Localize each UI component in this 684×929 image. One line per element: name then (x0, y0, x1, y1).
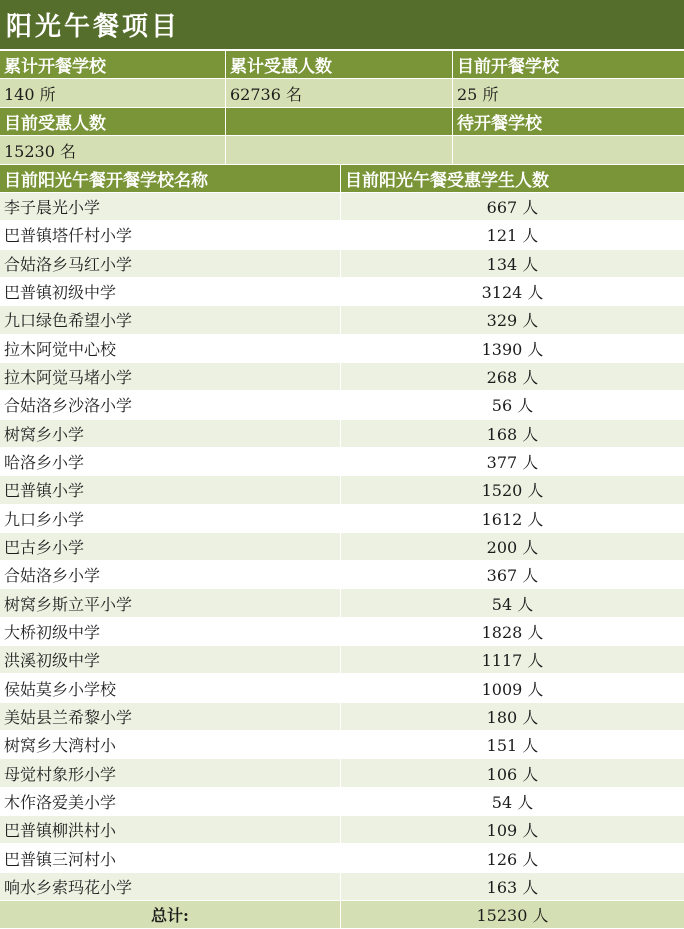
table-row (0, 363, 684, 391)
table-row (0, 448, 684, 476)
student-count-cell: 1009 人 (341, 674, 684, 702)
school-name-cell: 树窝乡小学 (0, 420, 341, 448)
current-schools-header: 目前开餐学校 (453, 51, 684, 79)
student-count-cell: 1117 人 (341, 646, 684, 674)
school-name-cell: 木作洛爱美小学 (0, 788, 341, 816)
cumulative-beneficiaries-header: 累计受惠人数 (226, 51, 453, 79)
student-count-cell: 109 人 (341, 816, 684, 844)
summary-header-row-1 (0, 51, 684, 79)
school-name-cell: 树窝乡大湾村小 (0, 731, 341, 759)
table-row (0, 873, 684, 901)
table-row (0, 193, 684, 221)
student-count-cell: 1828 人 (341, 618, 684, 646)
school-name-cell: 母觉村象形小学 (0, 759, 341, 787)
empty-header-cell (226, 108, 453, 136)
student-count-cell: 1390 人 (341, 335, 684, 363)
student-count-cell: 377 人 (341, 448, 684, 476)
cumulative-schools-header: 累计开餐学校 (0, 51, 226, 79)
table-row (0, 844, 684, 872)
student-count-cell: 168 人 (341, 420, 684, 448)
table-row (0, 335, 684, 363)
table-row (0, 731, 684, 759)
student-count-cell: 163 人 (341, 873, 684, 901)
school-name-cell: 巴普镇三河村小 (0, 844, 341, 872)
school-name-cell: 树窝乡斯立平小学 (0, 589, 341, 617)
school-name-cell: 九口绿色希望小学 (0, 306, 341, 334)
student-count-cell: 3124 人 (341, 278, 684, 306)
table-row (0, 476, 684, 504)
table-row (0, 391, 684, 419)
school-name-cell: 响水乡索玛花小学 (0, 873, 341, 901)
table-row (0, 703, 684, 731)
student-count-cell: 1612 人 (341, 505, 684, 533)
table-row (0, 221, 684, 249)
student-count-cell: 106 人 (341, 759, 684, 787)
school-name-cell: 哈洛乡小学 (0, 448, 341, 476)
total-value: 15230 人 (341, 901, 684, 929)
student-count-column-header: 目前阳光午餐受惠学生人数 (341, 165, 684, 193)
table-row (0, 278, 684, 306)
table-row (0, 589, 684, 617)
student-count-cell: 1520 人 (341, 476, 684, 504)
table-row (0, 788, 684, 816)
current-beneficiaries-header: 目前受惠人数 (0, 108, 226, 136)
summary-value-row-2 (0, 136, 684, 165)
school-name-cell: 巴普镇柳洪村小 (0, 816, 341, 844)
student-count-cell: 329 人 (341, 306, 684, 334)
student-count-cell: 200 人 (341, 533, 684, 561)
table-row (0, 561, 684, 589)
sheet-title: 阳光午餐项目 (0, 0, 684, 51)
school-name-column-header: 目前阳光午餐开餐学校名称 (0, 165, 341, 193)
table-row (0, 618, 684, 646)
student-count-cell: 121 人 (341, 221, 684, 249)
table-row (0, 420, 684, 448)
total-label: 总计: (0, 901, 341, 929)
school-name-cell: 合姑洛乡沙洛小学 (0, 391, 341, 419)
school-name-cell: 拉木阿觉马堵小学 (0, 363, 341, 391)
school-name-cell: 巴普镇初级中学 (0, 278, 341, 306)
school-name-cell: 拉木阿觉中心校 (0, 335, 341, 363)
school-name-cell: 九口乡小学 (0, 505, 341, 533)
cumulative-beneficiaries-value: 62736 名 (226, 79, 453, 108)
student-count-cell: 151 人 (341, 731, 684, 759)
student-count-cell: 667 人 (341, 193, 684, 221)
school-name-cell: 美姑县兰希黎小学 (0, 703, 341, 731)
school-name-cell: 洪溪初级中学 (0, 646, 341, 674)
school-name-cell: 巴普镇塔仟村小学 (0, 221, 341, 249)
cumulative-schools-value: 140 所 (0, 79, 226, 108)
current-beneficiaries-value: 15230 名 (0, 136, 226, 165)
student-count-cell: 367 人 (341, 561, 684, 589)
empty-value-cell (226, 136, 453, 165)
summary-header-row-2 (0, 108, 684, 136)
table-row (0, 250, 684, 278)
table-row (0, 646, 684, 674)
table-row (0, 306, 684, 334)
student-count-cell: 268 人 (341, 363, 684, 391)
summary-value-row-1 (0, 79, 684, 108)
student-count-cell: 56 人 (341, 391, 684, 419)
pending-schools-header: 待开餐学校 (453, 108, 684, 136)
school-table-header (0, 165, 684, 193)
school-name-cell: 侯姑莫乡小学校 (0, 674, 341, 702)
school-name-cell: 合姑洛乡马红小学 (0, 250, 341, 278)
table-row (0, 533, 684, 561)
school-name-cell: 巴古乡小学 (0, 533, 341, 561)
school-name-cell: 巴普镇小学 (0, 476, 341, 504)
pending-schools-value (453, 136, 684, 165)
table-row (0, 816, 684, 844)
student-count-cell: 134 人 (341, 250, 684, 278)
table-row (0, 759, 684, 787)
student-count-cell: 126 人 (341, 844, 684, 872)
current-schools-value: 25 所 (453, 79, 684, 108)
table-row (0, 674, 684, 702)
student-count-cell: 180 人 (341, 703, 684, 731)
total-row (0, 901, 684, 929)
student-count-cell: 54 人 (341, 788, 684, 816)
school-name-cell: 李子晨光小学 (0, 193, 341, 221)
student-count-cell: 54 人 (341, 589, 684, 617)
table-row (0, 505, 684, 533)
school-name-cell: 合姑洛乡小学 (0, 561, 341, 589)
school-name-cell: 大桥初级中学 (0, 618, 341, 646)
